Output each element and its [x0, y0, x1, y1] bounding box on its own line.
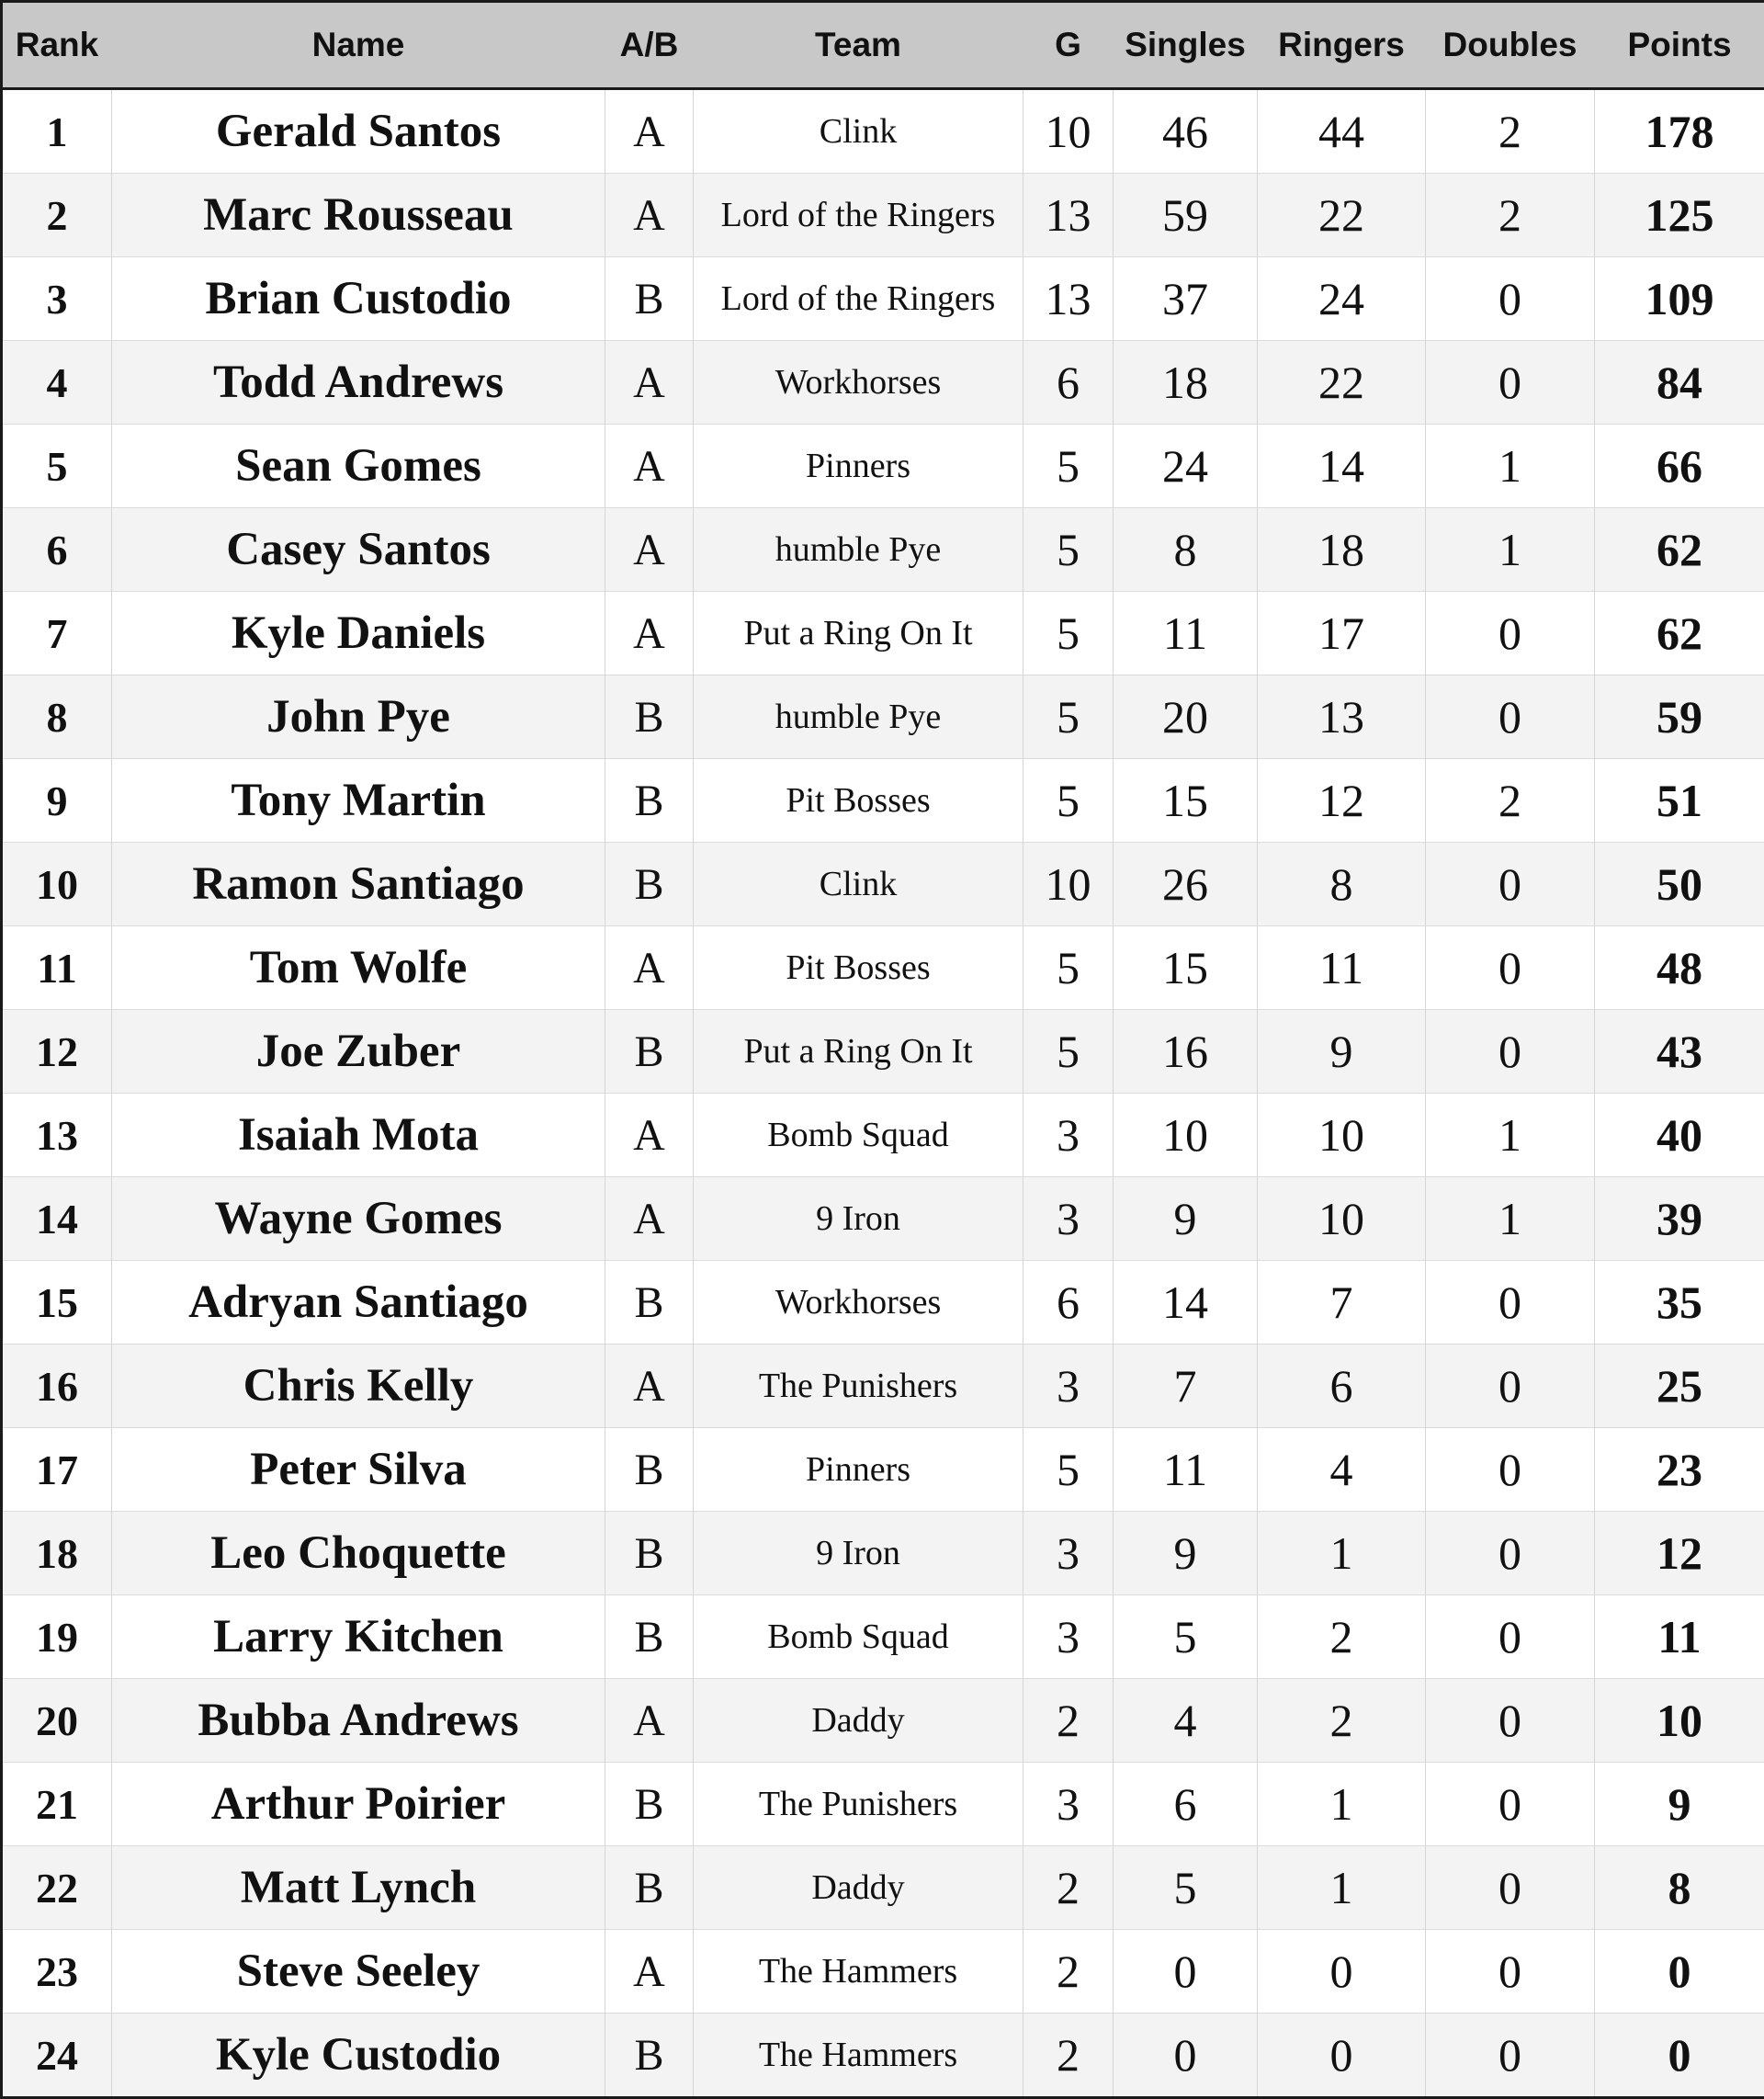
games-cell: 2	[1023, 2014, 1114, 2098]
ab-cell: A	[605, 341, 694, 425]
column-header-ringers[interactable]: Ringers	[1258, 2, 1426, 89]
doubles-cell: 1	[1426, 1177, 1595, 1261]
ab-cell: A	[605, 1177, 694, 1261]
player-name-cell: Wayne Gomes	[112, 1177, 605, 1261]
column-header-rank[interactable]: Rank	[2, 2, 112, 89]
team-cell: Put a Ring On It	[694, 1010, 1023, 1094]
player-name-cell: Tom Wolfe	[112, 926, 605, 1010]
table-row[interactable]	[2, 1930, 1764, 2014]
singles-cell: 0	[1114, 2014, 1258, 2098]
team-cell: Pit Bosses	[694, 759, 1023, 843]
ab-cell: B	[605, 257, 694, 341]
ab-cell: A	[605, 508, 694, 592]
team-cell: The Punishers	[694, 1344, 1023, 1428]
doubles-cell: 0	[1426, 926, 1595, 1010]
rank-cell: 13	[2, 1094, 112, 1177]
points-cell: 40	[1595, 1094, 1764, 1177]
ringers-cell: 24	[1258, 257, 1426, 341]
doubles-cell: 1	[1426, 1094, 1595, 1177]
rank-cell: 19	[2, 1595, 112, 1679]
rank-cell: 10	[2, 843, 112, 926]
ringers-cell: 18	[1258, 508, 1426, 592]
ab-cell: B	[605, 1010, 694, 1094]
ab-cell: B	[605, 759, 694, 843]
doubles-cell: 0	[1426, 1010, 1595, 1094]
singles-cell: 10	[1114, 1094, 1258, 1177]
rank-cell: 8	[2, 675, 112, 759]
games-cell: 5	[1023, 759, 1114, 843]
column-header-ab[interactable]: A/B	[605, 2, 694, 89]
team-cell: 9 Iron	[694, 1512, 1023, 1595]
ringers-cell: 17	[1258, 592, 1426, 675]
ringers-cell: 10	[1258, 1177, 1426, 1261]
column-header-points[interactable]: Points	[1595, 2, 1764, 89]
player-name-cell: Kyle Custodio	[112, 2014, 605, 2098]
games-cell: 2	[1023, 1679, 1114, 1763]
ab-cell: A	[605, 1344, 694, 1428]
doubles-cell: 0	[1426, 843, 1595, 926]
table-row[interactable]	[2, 1679, 1764, 1763]
team-cell: The Punishers	[694, 1763, 1023, 1846]
games-cell: 10	[1023, 843, 1114, 926]
ringers-cell: 22	[1258, 341, 1426, 425]
rank-cell: 12	[2, 1010, 112, 1094]
column-header-games[interactable]: G	[1023, 2, 1114, 89]
rank-cell: 16	[2, 1344, 112, 1428]
ab-cell: B	[605, 1428, 694, 1512]
games-cell: 13	[1023, 174, 1114, 257]
team-cell: Daddy	[694, 1679, 1023, 1763]
column-header-team[interactable]: Team	[694, 2, 1023, 89]
points-cell: 43	[1595, 1010, 1764, 1094]
singles-cell: 6	[1114, 1763, 1258, 1846]
games-cell: 5	[1023, 1428, 1114, 1512]
points-cell: 84	[1595, 341, 1764, 425]
singles-cell: 4	[1114, 1679, 1258, 1763]
points-cell: 51	[1595, 759, 1764, 843]
doubles-cell: 0	[1426, 1428, 1595, 1512]
table-row[interactable]	[2, 1261, 1764, 1344]
doubles-cell: 1	[1426, 508, 1595, 592]
points-cell: 125	[1595, 174, 1764, 257]
singles-cell: 8	[1114, 508, 1258, 592]
team-cell: Pinners	[694, 1428, 1023, 1512]
games-cell: 2	[1023, 1930, 1114, 2014]
singles-cell: 16	[1114, 1010, 1258, 1094]
games-cell: 3	[1023, 1763, 1114, 1846]
singles-cell: 14	[1114, 1261, 1258, 1344]
points-cell: 35	[1595, 1261, 1764, 1344]
doubles-cell: 0	[1426, 675, 1595, 759]
team-cell: Clink	[694, 843, 1023, 926]
rank-cell: 17	[2, 1428, 112, 1512]
points-cell: 50	[1595, 843, 1764, 926]
ab-cell: B	[605, 1846, 694, 1930]
player-name-cell: Larry Kitchen	[112, 1595, 605, 1679]
ringers-cell: 1	[1258, 1763, 1426, 1846]
table-row[interactable]	[2, 1094, 1764, 1177]
games-cell: 3	[1023, 1344, 1114, 1428]
table-row[interactable]	[2, 1010, 1764, 1094]
games-cell: 3	[1023, 1094, 1114, 1177]
player-name-cell: Marc Rousseau	[112, 174, 605, 257]
table-row[interactable]	[2, 759, 1764, 843]
singles-cell: 5	[1114, 1595, 1258, 1679]
header-row	[2, 2, 1764, 89]
doubles-cell: 2	[1426, 759, 1595, 843]
rank-cell: 24	[2, 2014, 112, 2098]
rank-cell: 14	[2, 1177, 112, 1261]
singles-cell: 26	[1114, 843, 1258, 926]
player-name-cell: Brian Custodio	[112, 257, 605, 341]
rank-cell: 4	[2, 341, 112, 425]
points-cell: 23	[1595, 1428, 1764, 1512]
table-row[interactable]	[2, 2014, 1764, 2098]
games-cell: 5	[1023, 926, 1114, 1010]
ringers-cell: 6	[1258, 1344, 1426, 1428]
player-name-cell: Peter Silva	[112, 1428, 605, 1512]
singles-cell: 24	[1114, 425, 1258, 508]
singles-cell: 59	[1114, 174, 1258, 257]
column-header-doubles[interactable]: Doubles	[1426, 2, 1595, 89]
team-cell: humble Pye	[694, 508, 1023, 592]
player-name-cell: Bubba Andrews	[112, 1679, 605, 1763]
team-cell: humble Pye	[694, 675, 1023, 759]
doubles-cell: 0	[1426, 2014, 1595, 2098]
player-name-cell: Sean Gomes	[112, 425, 605, 508]
table-row[interactable]	[2, 675, 1764, 759]
games-cell: 3	[1023, 1177, 1114, 1261]
doubles-cell: 0	[1426, 1679, 1595, 1763]
games-cell: 5	[1023, 592, 1114, 675]
points-cell: 39	[1595, 1177, 1764, 1261]
games-cell: 5	[1023, 508, 1114, 592]
ringers-cell: 0	[1258, 2014, 1426, 2098]
column-header-name[interactable]: Name	[112, 2, 605, 89]
singles-cell: 0	[1114, 1930, 1258, 2014]
points-cell: 12	[1595, 1512, 1764, 1595]
ab-cell: B	[605, 843, 694, 926]
player-name-cell: Todd Andrews	[112, 341, 605, 425]
ringers-cell: 11	[1258, 926, 1426, 1010]
rank-cell: 21	[2, 1763, 112, 1846]
player-name-cell: Gerald Santos	[112, 89, 605, 174]
player-name-cell: Arthur Poirier	[112, 1763, 605, 1846]
ringers-cell: 13	[1258, 675, 1426, 759]
doubles-cell: 0	[1426, 1344, 1595, 1428]
games-cell: 6	[1023, 1261, 1114, 1344]
rank-cell: 7	[2, 592, 112, 675]
ab-cell: B	[605, 1763, 694, 1846]
team-cell: Lord of the Ringers	[694, 174, 1023, 257]
team-cell: The Hammers	[694, 2014, 1023, 2098]
points-cell: 8	[1595, 1846, 1764, 1930]
singles-cell: 20	[1114, 675, 1258, 759]
ringers-cell: 2	[1258, 1595, 1426, 1679]
singles-cell: 46	[1114, 89, 1258, 174]
player-name-cell: Tony Martin	[112, 759, 605, 843]
player-name-cell: Leo Choquette	[112, 1512, 605, 1595]
points-cell: 9	[1595, 1763, 1764, 1846]
doubles-cell: 2	[1426, 174, 1595, 257]
ab-cell: A	[605, 1679, 694, 1763]
doubles-cell: 0	[1426, 1846, 1595, 1930]
ab-cell: B	[605, 2014, 694, 2098]
games-cell: 10	[1023, 89, 1114, 174]
ringers-cell: 1	[1258, 1512, 1426, 1595]
team-cell: Bomb Squad	[694, 1094, 1023, 1177]
games-cell: 13	[1023, 257, 1114, 341]
ab-cell: A	[605, 425, 694, 508]
rank-cell: 22	[2, 1846, 112, 1930]
ringers-cell: 7	[1258, 1261, 1426, 1344]
doubles-cell: 0	[1426, 1763, 1595, 1846]
team-cell: Put a Ring On It	[694, 592, 1023, 675]
singles-cell: 7	[1114, 1344, 1258, 1428]
doubles-cell: 0	[1426, 257, 1595, 341]
games-cell: 5	[1023, 425, 1114, 508]
player-name-cell: Adryan Santiago	[112, 1261, 605, 1344]
table-row[interactable]	[2, 1177, 1764, 1261]
games-cell: 3	[1023, 1512, 1114, 1595]
singles-cell: 9	[1114, 1177, 1258, 1261]
player-name-cell: Isaiah Mota	[112, 1094, 605, 1177]
points-cell: 48	[1595, 926, 1764, 1010]
doubles-cell: 0	[1426, 592, 1595, 675]
ringers-cell: 10	[1258, 1094, 1426, 1177]
ringers-cell: 8	[1258, 843, 1426, 926]
team-cell: Pinners	[694, 425, 1023, 508]
points-cell: 10	[1595, 1679, 1764, 1763]
ab-cell: B	[605, 675, 694, 759]
rank-cell: 6	[2, 508, 112, 592]
rank-cell: 9	[2, 759, 112, 843]
ab-cell: A	[605, 89, 694, 174]
games-cell: 5	[1023, 1010, 1114, 1094]
team-cell: Workhorses	[694, 1261, 1023, 1344]
singles-cell: 9	[1114, 1512, 1258, 1595]
player-name-cell: Joe Zuber	[112, 1010, 605, 1094]
player-name-cell: John Pye	[112, 675, 605, 759]
rank-cell: 15	[2, 1261, 112, 1344]
team-cell: Bomb Squad	[694, 1595, 1023, 1679]
doubles-cell: 0	[1426, 1512, 1595, 1595]
team-cell: Clink	[694, 89, 1023, 174]
table-row[interactable]	[2, 257, 1764, 341]
table-row[interactable]	[2, 89, 1764, 174]
table-header	[2, 2, 1764, 89]
ab-cell: A	[605, 1094, 694, 1177]
table-row[interactable]	[2, 1763, 1764, 1846]
table-row[interactable]	[2, 1595, 1764, 1679]
points-cell: 59	[1595, 675, 1764, 759]
player-name-cell: Casey Santos	[112, 508, 605, 592]
table-row[interactable]	[2, 174, 1764, 257]
doubles-cell: 0	[1426, 1930, 1595, 2014]
rank-cell: 3	[2, 257, 112, 341]
ab-cell: B	[605, 1595, 694, 1679]
ringers-cell: 14	[1258, 425, 1426, 508]
points-cell: 62	[1595, 508, 1764, 592]
ringers-cell: 22	[1258, 174, 1426, 257]
doubles-cell: 0	[1426, 341, 1595, 425]
table-row[interactable]	[2, 1512, 1764, 1595]
table-row[interactable]	[2, 1428, 1764, 1512]
games-cell: 6	[1023, 341, 1114, 425]
column-header-singles[interactable]: Singles	[1114, 2, 1258, 89]
singles-cell: 15	[1114, 759, 1258, 843]
points-cell: 0	[1595, 1930, 1764, 2014]
singles-cell: 5	[1114, 1846, 1258, 1930]
ringers-cell: 4	[1258, 1428, 1426, 1512]
team-cell: Pit Bosses	[694, 926, 1023, 1010]
rank-cell: 20	[2, 1679, 112, 1763]
games-cell: 3	[1023, 1595, 1114, 1679]
rank-cell: 18	[2, 1512, 112, 1595]
team-cell: Lord of the Ringers	[694, 257, 1023, 341]
doubles-cell: 0	[1426, 1595, 1595, 1679]
player-name-cell: Matt Lynch	[112, 1846, 605, 1930]
team-cell: 9 Iron	[694, 1177, 1023, 1261]
singles-cell: 18	[1114, 341, 1258, 425]
points-cell: 11	[1595, 1595, 1764, 1679]
doubles-cell: 0	[1426, 1261, 1595, 1344]
points-cell: 66	[1595, 425, 1764, 508]
ab-cell: A	[605, 592, 694, 675]
team-cell: The Hammers	[694, 1930, 1023, 2014]
ringers-cell: 9	[1258, 1010, 1426, 1094]
table-row[interactable]	[2, 341, 1764, 425]
games-cell: 2	[1023, 1846, 1114, 1930]
games-cell: 5	[1023, 675, 1114, 759]
rank-cell: 11	[2, 926, 112, 1010]
rank-cell: 23	[2, 1930, 112, 2014]
ringers-cell: 0	[1258, 1930, 1426, 2014]
points-cell: 0	[1595, 2014, 1764, 2098]
singles-cell: 11	[1114, 1428, 1258, 1512]
table-row[interactable]	[2, 1344, 1764, 1428]
doubles-cell: 1	[1426, 425, 1595, 508]
ringers-cell: 12	[1258, 759, 1426, 843]
table-body	[2, 89, 1764, 2098]
table-row[interactable]	[2, 425, 1764, 508]
points-cell: 62	[1595, 592, 1764, 675]
singles-cell: 15	[1114, 926, 1258, 1010]
ab-cell: A	[605, 1930, 694, 2014]
table-row[interactable]	[2, 592, 1764, 675]
team-cell: Workhorses	[694, 341, 1023, 425]
ab-cell: B	[605, 1261, 694, 1344]
rank-cell: 1	[2, 89, 112, 174]
ab-cell: A	[605, 174, 694, 257]
team-cell: Daddy	[694, 1846, 1023, 1930]
table-row[interactable]	[2, 508, 1764, 592]
ab-cell: A	[605, 926, 694, 1010]
player-name-cell: Ramon Santiago	[112, 843, 605, 926]
singles-cell: 37	[1114, 257, 1258, 341]
ringers-cell: 44	[1258, 89, 1426, 174]
points-cell: 25	[1595, 1344, 1764, 1428]
player-name-cell: Kyle Daniels	[112, 592, 605, 675]
ringers-cell: 1	[1258, 1846, 1426, 1930]
singles-cell: 11	[1114, 592, 1258, 675]
player-name-cell: Steve Seeley	[112, 1930, 605, 2014]
points-cell: 178	[1595, 89, 1764, 174]
table-row[interactable]	[2, 843, 1764, 926]
table-row[interactable]	[2, 1846, 1764, 1930]
table-row[interactable]	[2, 926, 1764, 1010]
ringers-cell: 2	[1258, 1679, 1426, 1763]
ab-cell: B	[605, 1512, 694, 1595]
rank-cell: 5	[2, 425, 112, 508]
points-cell: 109	[1595, 257, 1764, 341]
doubles-cell: 2	[1426, 89, 1595, 174]
rank-cell: 2	[2, 174, 112, 257]
player-name-cell: Chris Kelly	[112, 1344, 605, 1428]
